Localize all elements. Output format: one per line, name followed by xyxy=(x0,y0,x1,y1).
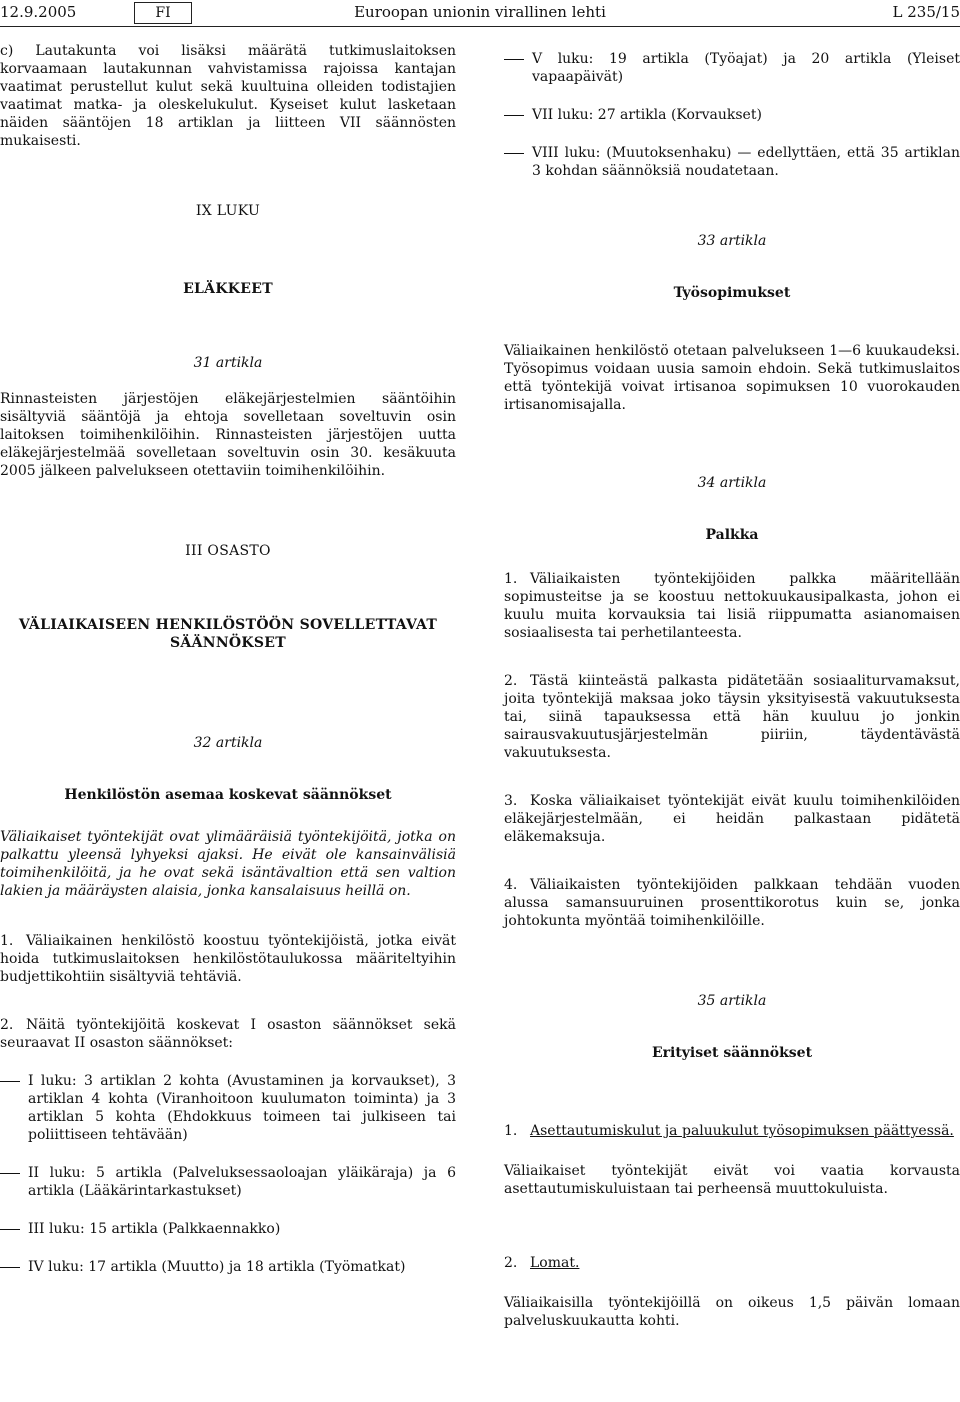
page-header xyxy=(0,0,960,27)
article-35-paragraph-1-text: Väliaikaiset työntekijät eivät voi vaatia korvausta asettautumiskuluistaan tai perheensä muuttokuluista. xyxy=(504,1163,960,1197)
header-language-box: FI xyxy=(134,2,192,24)
article-35-heading: 35 artikla xyxy=(697,993,767,1009)
paragraph-text: Väliaikainen henkilöstö koostuu työntekijöistä, jotka eivät hoida tutkimuslaitoksen henkilöstötaulukossa määriteltyihin budjettikohtiin sisältyviä tehtäviä. xyxy=(0,933,456,985)
dash-item-chapter-3: III luku: 15 artikla (Palkkaennakko) xyxy=(0,1220,456,1238)
article-35-title: Erityiset säännökset xyxy=(651,1045,813,1061)
paragraph-subtitle: Asettautumiskulut ja paluukulut työsopimuksen päättyessä. xyxy=(530,1123,954,1139)
header-date: 12.9.2005 xyxy=(0,3,77,21)
article-34-title: Palkka xyxy=(705,527,759,543)
paragraph-number: 2. xyxy=(504,1255,518,1271)
paragraph-text: Tästä kiinteästä palkasta pidätetään sosiaaliturvamaksut, joita työntekijä maksaa joko täysin yksityisestä vakuutuksesta tai, siinä tapauksessa että hän kuuluu jo jonkin sairausvakuutusjärjestelmän piiriin, täydentävästä vakuutuksesta. xyxy=(504,673,960,761)
header-journal-title: Euroopan unionin virallinen lehti xyxy=(354,3,606,21)
dash-item-chapter-8: VIII luku: (Muutoksenhaku) — edellyttäen, että 35 artiklan 3 kohdan säännöksiä noudatetaan. xyxy=(504,144,960,180)
chapter-title: ELÄKKEET xyxy=(183,281,273,297)
paragraph-number: 2. xyxy=(0,1017,14,1033)
paragraph-number: 3. xyxy=(504,793,518,809)
article-35-paragraph-2-text: Väliaikaisilla työntekijöillä on oikeus 1,5 päivän lomaan palveluskuukautta kohti. xyxy=(504,1295,960,1329)
article-34-paragraph-1 xyxy=(504,570,960,642)
article-31-heading: 31 artikla xyxy=(193,355,263,371)
article-33-title: Työsopimukset xyxy=(673,285,791,301)
article-32-paragraph-1 xyxy=(0,932,456,986)
paragraph-subtitle: Lomat. xyxy=(530,1255,580,1271)
article-34-paragraph-4 xyxy=(504,876,960,930)
article-32-intro: Väliaikaiset työntekijät ovat ylimääräisiä työntekijöitä, jotka on palkattu yleensä lyhyeksi ajaksi. He eivät ole kansainvälisiä toimihenkilöitä, ja he ovat sekä isäntävaltion että sen valtion lakien ja määräysten alaisia, jonka kansalaisuus heillä on. xyxy=(0,829,456,899)
paragraph-text: Väliaikaisten työntekijöiden palkka määritellään sopimusteitse ja se koostuu nettokuukausipalkasta, johon ei kuulu muita korvauksia tai lisiä riippumatta asianomaisen sosiaalisesta tai perhetilanteesta. xyxy=(504,571,960,641)
article-33-text: Väliaikainen henkilöstö otetaan palvelukseen 1—6 kuukaudeksi. Työsopimus voidaan uusia samoin ehdoin. Sekä tutkimuslaitos että työntekijä voivat irtisanoa sopimuksen 10 vuorokauden irtisanomisajalla. xyxy=(504,343,960,413)
article-33-heading: 33 artikla xyxy=(697,233,767,249)
paragraph-text: Näitä työntekijöitä koskevat I osaston säännökset sekä seuraavat II osaston säännökset: xyxy=(0,1017,456,1051)
article-34-heading: 34 artikla xyxy=(697,475,767,491)
dash-item-chapter-1: I luku: 3 artiklan 2 kohta (Avustaminen ja korvaukset), 3 artiklan 4 kohta (Viranhoitoon kuulumaton toiminta) ja 3 artiklan 5 kohta (Ehdokkuus toimeen tai julkiseen tai poliittiseen tehtävään) xyxy=(0,1072,456,1144)
article-34-paragraph-3 xyxy=(504,792,960,846)
paragraph-c: c) Lautakunta voi lisäksi määrätä tutkimuslaitoksen korvaamaan lautakunnan vahvistamissa rajoissa kantajan vaatimat perustellut kulut sekä kuultuina olleiden todistajien vaatimat matka- ja oleskelukulut. Kyseiset kulut lasketaan näiden sääntöjen 18 artiklan ja liitteen VII säännösten mukaisesti. xyxy=(0,43,456,149)
dash-item-chapter-2: II luku: 5 artikla (Palveluksessaoloajan yläikäraja) ja 6 artikla (Lääkärintarkastukset) xyxy=(0,1164,456,1200)
article-32-heading: 32 artikla xyxy=(193,735,263,751)
paragraph-text: Koska väliaikaiset työntekijät eivät kuulu toimihenkilöiden eläkejärjestelmään, ei heidän palkastaan pidätetä eläkemaksuja. xyxy=(504,793,960,845)
paragraph-number: 1. xyxy=(504,1123,518,1139)
dash-item-chapter-7: VII luku: 27 artikla (Korvaukset) xyxy=(504,106,960,124)
part-title: VÄLIAIKAISEEN HENKILÖSTÖÖN SOVELLETTAVAT SÄÄNNÖKSET xyxy=(18,617,438,651)
header-page-number: L 235/15 xyxy=(892,3,960,21)
dash-item-chapter-4: IV luku: 17 artikla (Muutto) ja 18 artikla (Työmatkat) xyxy=(0,1258,456,1276)
article-31-text: Rinnasteisten järjestöjen eläkejärjestelmien sääntöihin sisältyviä sääntöjä ja ehtoja sovelletaan soveltuvin osin laitoksen toimihenkilöihin. Rinnasteisten järjestöjen uutta eläkejärjestelmää sovelletaan soveltuvin osin 30. kesäkuuta 2005 jälkeen palvelukseen otettaviin toimihenkilöihin. xyxy=(0,391,456,479)
article-35-paragraph-2 xyxy=(504,1254,960,1272)
part-heading: III OSASTO xyxy=(185,543,271,559)
article-35-paragraph-1 xyxy=(504,1122,960,1140)
right-column xyxy=(504,50,960,1330)
paragraph-number: 2. xyxy=(504,673,518,689)
dash-item-chapter-5: V luku: 19 artikla (Työajat) ja 20 artikla (Yleiset vapaapäivät) xyxy=(504,50,960,86)
chapter-heading: IX LUKU xyxy=(195,203,261,219)
paragraph-text: Väliaikaisten työntekijöiden palkkaan tehdään vuoden alussa samansuuruinen prosenttikorotus kuin se, jonka johtokunta myöntää toimihenkilöille. xyxy=(504,877,960,929)
article-32-title: Henkilöstön asemaa koskevat säännökset xyxy=(64,787,392,803)
article-34-paragraph-2 xyxy=(504,672,960,762)
paragraph-number: 4. xyxy=(504,877,518,893)
article-32-paragraph-2 xyxy=(0,1016,456,1052)
left-column xyxy=(0,42,456,1276)
paragraph-number: 1. xyxy=(504,571,518,587)
paragraph-number: 1. xyxy=(0,933,14,949)
